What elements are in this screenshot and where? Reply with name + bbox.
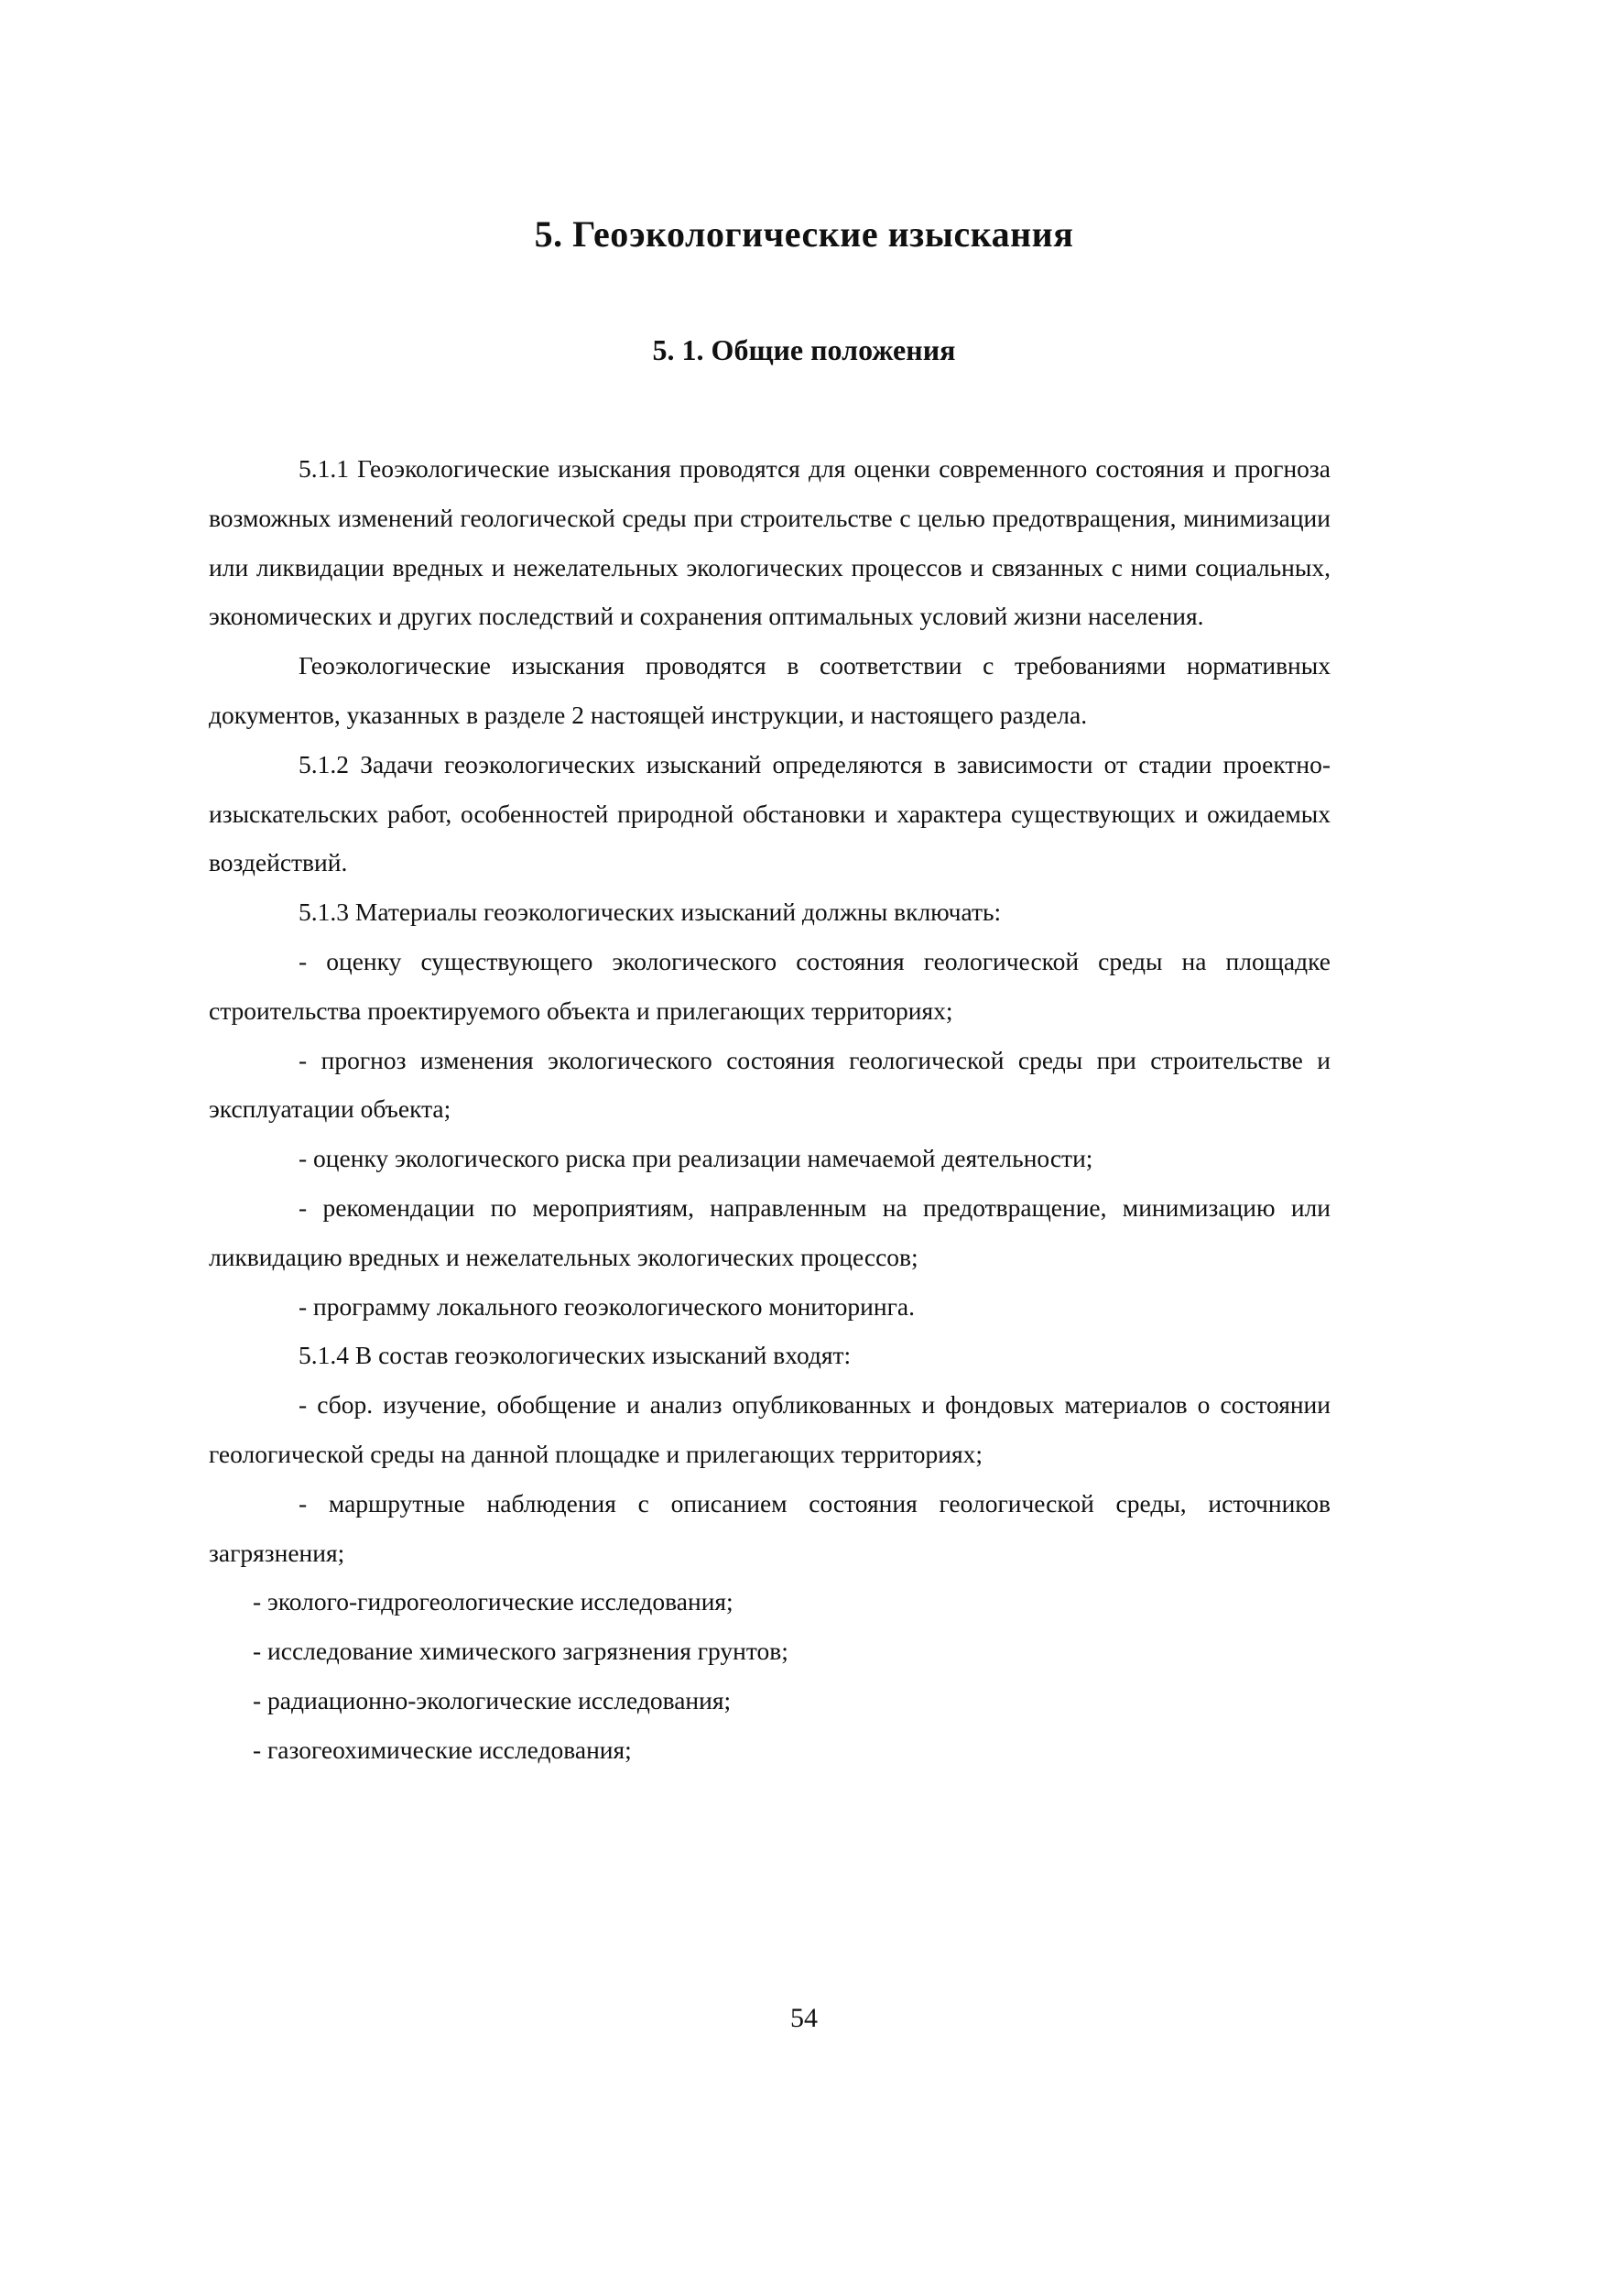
paragraph-5-1-1: 5.1.1 Геоэкологические изыскания проводятся для оценки современного состояния и прогноза возможных изменений геологической среды при строительстве с целью предотвращения, минимизации или ликвидации вредных и нежелательных экологических процессов и связанных с ними социальных, экономических и других последствий и сохранения оптимальных условий жизни населения.: [209, 454, 1331, 631]
paragraph-monitoring: - программу локального геоэкологического мониторинга.: [299, 1291, 915, 1321]
paragraph-risk: - оценку экологического риска при реализации намечаемой деятельности;: [299, 1144, 1093, 1173]
subsection-title: 5. 1. Общие положения: [652, 333, 956, 366]
paragraph-5-1-3: 5.1.3 Материалы геоэкологических изысканий должны включать:: [299, 898, 1002, 927]
paragraph-data-collection: - сбор. изучение, обобщение и анализ опубликованных и фондовых материалов о состоянии геологической среды на данной площадке и прилегающих территориях;: [209, 1390, 1331, 1468]
section-title: 5. Геоэкологические изыскания: [534, 213, 1074, 255]
paragraph-recommendations: - рекомендации по мероприятиям, направленным на предотвращение, минимизацию или ликвидацию вредных и нежелательных экологических процессов;: [209, 1192, 1331, 1271]
paragraph-route-observations: - маршрутные наблюдения с описанием состояния геологической среды, источников загрязнения;: [209, 1488, 1331, 1567]
paragraph-requirements: Геоэкологические изыскания проводятся в соответствии с требованиями нормативных документов, указанных в разделе 2 настоящей инструкции, и настоящего раздела.: [209, 651, 1331, 729]
paragraph-assessment: - оценку существующего экологического состояния геологической среды на площадке строительства проектируемого объекта и прилегающих территориях;: [209, 946, 1331, 1025]
paragraph-forecast: - прогноз изменения экологического состояния геологической среды при строительстве и эксплуатации объекта;: [209, 1045, 1331, 1124]
list-item: - газогеохимические исследования;: [253, 1735, 632, 1764]
paragraph-5-1-2: 5.1.2 Задачи геоэкологических изысканий определяются в зависимости от стадии проектно-изыскательских работ, особенностей природной обстановки и характера существующих и ожидаемых воздействий.: [209, 749, 1331, 877]
list-item: - эколого-гидрогеологические исследования;: [253, 1587, 733, 1616]
page-number: 54: [790, 2003, 818, 2033]
list-item: - радиационно-экологические исследования;: [253, 1685, 732, 1714]
list-item: - исследование химического загрязнения грунтов;: [253, 1637, 788, 1666]
document-body: [209, 444, 1331, 1775]
paragraph-5-1-4: 5.1.4 В состав геоэкологических изысканий входят:: [299, 1341, 852, 1370]
